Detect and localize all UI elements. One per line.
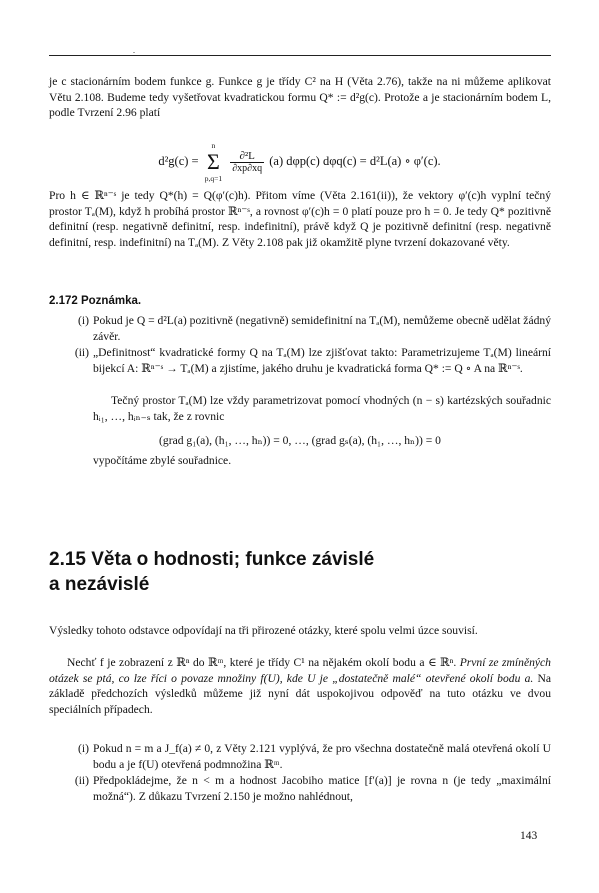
top-paragraph: je c stacionárním bodem funkce g. Funkce g je třídy C² na H (Věta 2.76), takže na ni můžeme aplikovat Větu 2.108. Budeme tedy vyšetřovat kvadratickou formu Q* := d²g(c). Protože a je stacionárním bodem L, podle Tvrzení 2.96 platí (49, 75, 551, 120)
header-mark: . (133, 46, 135, 55)
display-equation (0, 140, 599, 184)
question-paragraph (49, 655, 551, 717)
equation-lhs: d²g(c) = (158, 153, 199, 168)
question-text-2: Na základě předchozích výsledků můžeme již nyní dát uspokojivou odpověď na tuto otázku ve dvou speciálních případech. (49, 671, 551, 716)
remark-equation: (grad g₁(a), (h₁, …, hₙ)) = 0, …, (grad gₛ(a), (h₁, …, hₙ)) = 0 (159, 434, 441, 447)
list-item-text: Předpokládejme, že n < m a hodnost Jacobiho matice [f′(a)] je rovna n (je tedy „maximální možná“). Z důkazu Tvrzení 2.150 je možno nahlédnout, (93, 774, 551, 803)
remark-item-2-label: (ii) (74, 346, 89, 359)
page-number: 143 (520, 830, 538, 842)
sum-operator (205, 140, 222, 184)
sum-upper: n (211, 141, 216, 150)
list-item-label: (i) (78, 742, 89, 755)
remark-item-2-cont-text: Tečný prostor Tₐ(M) lze vždy parametrizovat pomocí vhodných (n − s) kartézských souřadnic hᵢ₁, …, hᵢₙ₋ₛ tak, že z rovnic (93, 394, 551, 423)
section-title-line-1: 2.15 Věta o hodnosti; funkce závislé (49, 549, 375, 570)
fraction-denominator: ∂xp∂xq (232, 163, 263, 174)
remark-item-2-end-text: vypočítáme zbylé souřadnice. (93, 454, 232, 467)
header-rule (49, 55, 551, 56)
list-item-text: Pokud n = m a J_f(a) ≠ 0, z Věty 2.121 vyplývá, že pro všechna dostatečně malá otevřená okolí U bodu a je f(U) otevřená podmnožina ℝᵐ. (93, 742, 551, 771)
list-item-label: (ii) (74, 774, 89, 787)
section-title-line-2: a nezávislé (49, 574, 150, 595)
remark-heading: 2.172 Poznámka. (49, 295, 142, 307)
proof-paragraph: Pro h ∈ ℝⁿ⁻ˢ je tedy Q*(h) = Q(φ′(c)h). Přitom víme (Věta 2.161(ii)), že vektory φ′(c)h vyplní tečný prostor Tₐ(M), když h probíhá prostor ℝⁿ⁻ˢ, a rovnost φ′(c)h = 0 platí pouze pro h = 0. Je tedy Q* pozitivně definitní (resp. negativně definitní, resp. indefinitní), právě když Q je pozitivně definitní (resp. negativně definitní, resp. indefinitní) na Tₐ(M). Z Věty 2.108 pak již okamžitě plyne tvrzení dokazované věty. (49, 189, 551, 249)
fraction-numerator: ∂²L (230, 150, 264, 163)
sum-lower: p,q=1 (204, 174, 223, 183)
remark-item-1-text: Pokud je Q = d²L(a) pozitivně (negativně) semidefinitní na Tₐ(M), nemůžeme obecně udělat žádný závěr. (93, 314, 551, 343)
remark-item-2-text: „Definitnost“ kvadratické formy Q na Tₐ(M) lze zjišťovat takto: Parametrizujeme Tₐ(M) lineární bijekcí A: ℝⁿ⁻ˢ → Tₐ(M) a zjistíme, jakého druhu je kvadratická forma Q* := Q ∘ A na ℝⁿ⁻ˢ. (93, 346, 551, 375)
partial-fraction (230, 150, 264, 174)
remark-item-1-label: (i) (78, 314, 89, 327)
equation-rhs: (a) dφp(c) dφq(c) = d²L(a) ∘ φ′(c). (269, 153, 441, 168)
question-text-1: Nechť f je zobrazení z ℝⁿ do ℝᵐ, které je třídy C¹ na nějakém okolí bodu a ∈ ℝⁿ. (67, 656, 460, 669)
question-italic: První ze zmíněných otázek se ptá, co lze říci o povaze množiny f(U), kde U je „dostatečně malé“ otevřené okolí bodu a. (49, 656, 551, 685)
sum-symbol: Σ (207, 149, 220, 174)
intro-paragraph: Výsledky tohoto odstavce odpovídají na tři přirozené otázky, které spolu velmi úzce souvisí. (49, 624, 478, 637)
